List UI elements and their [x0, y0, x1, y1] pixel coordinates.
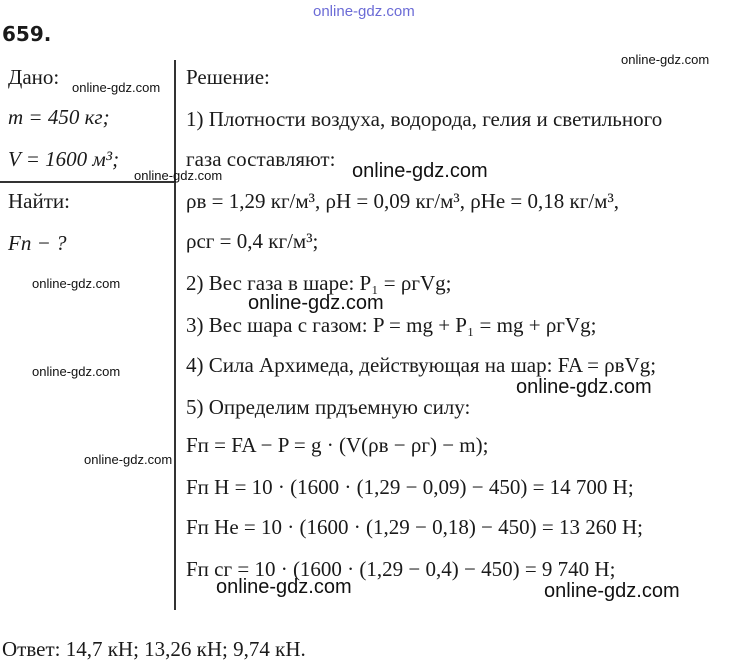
solution-line-10: Fп H = 10 · (1600 · (1,29 − 0,09) − 450) = 14 700 Н; [186, 475, 634, 499]
answer: Ответ: 14,7 кН; 13,26 кН; 9,74 кН. [2, 637, 306, 661]
watermark: online-gdz.com [32, 364, 121, 379]
solution-line-8: 5) Определим прдъемную силу: [186, 395, 471, 419]
solution-line-3: ρв = 1,29 кг/м³, ρH = 0,09 кг/м³, ρHe = 0,18 кг/м³, [186, 189, 619, 213]
divider-vertical [174, 60, 176, 610]
solution-line-12: Fп сг = 10 · (1600 · (1,29 − 0,4) − 450) = 9 740 Н; [186, 557, 616, 581]
find-title: Найти: [8, 189, 70, 213]
given-volume: V = 1600 м³; [8, 147, 120, 171]
watermark: online-gdz.com [352, 160, 488, 182]
watermark: online-gdz.com [621, 52, 710, 67]
solution-line-4: ρсг = 0,4 кг/м³; [186, 229, 319, 253]
solution-line-7: 4) Сила Архимеда, действующая на шар: FA = ρвVg; [186, 353, 657, 377]
watermark: online-gdz.com [248, 292, 384, 314]
problem-number: 659. [2, 22, 52, 46]
watermark-top: online-gdz.com [313, 3, 415, 20]
find-target: Fп − ? [8, 231, 67, 255]
watermark: online-gdz.com [72, 80, 161, 95]
solution-line-2: газа составляют: [186, 147, 336, 171]
solution-line-9: Fп = FA − P = g · (V(ρв − ρг) − m); [186, 433, 489, 457]
solution-line-6: 3) Вес шара с газом: P = mg + P₁ = mg + ρгVg; [186, 313, 597, 337]
watermark: online-gdz.com [516, 376, 652, 398]
watermark: online-gdz.com [216, 576, 352, 598]
given-title: Дано: [8, 65, 60, 89]
watermark: online-gdz.com [32, 276, 121, 291]
watermark: online-gdz.com [84, 452, 173, 467]
solution-title: Решение: [186, 65, 270, 89]
given-mass: m = 450 кг; [8, 105, 110, 129]
solution-line-5: 2) Вес газа в шаре: P₁ = ρгVg; [186, 271, 452, 295]
watermark: online-gdz.com [544, 580, 680, 602]
solution-line-1: 1) Плотности воздуха, водорода, гелия и светильного [186, 107, 663, 131]
watermark: online-gdz.com [134, 168, 223, 183]
solution-line-11: Fп He = 10 · (1600 · (1,29 − 0,18) − 450) = 13 260 Н; [186, 515, 643, 539]
